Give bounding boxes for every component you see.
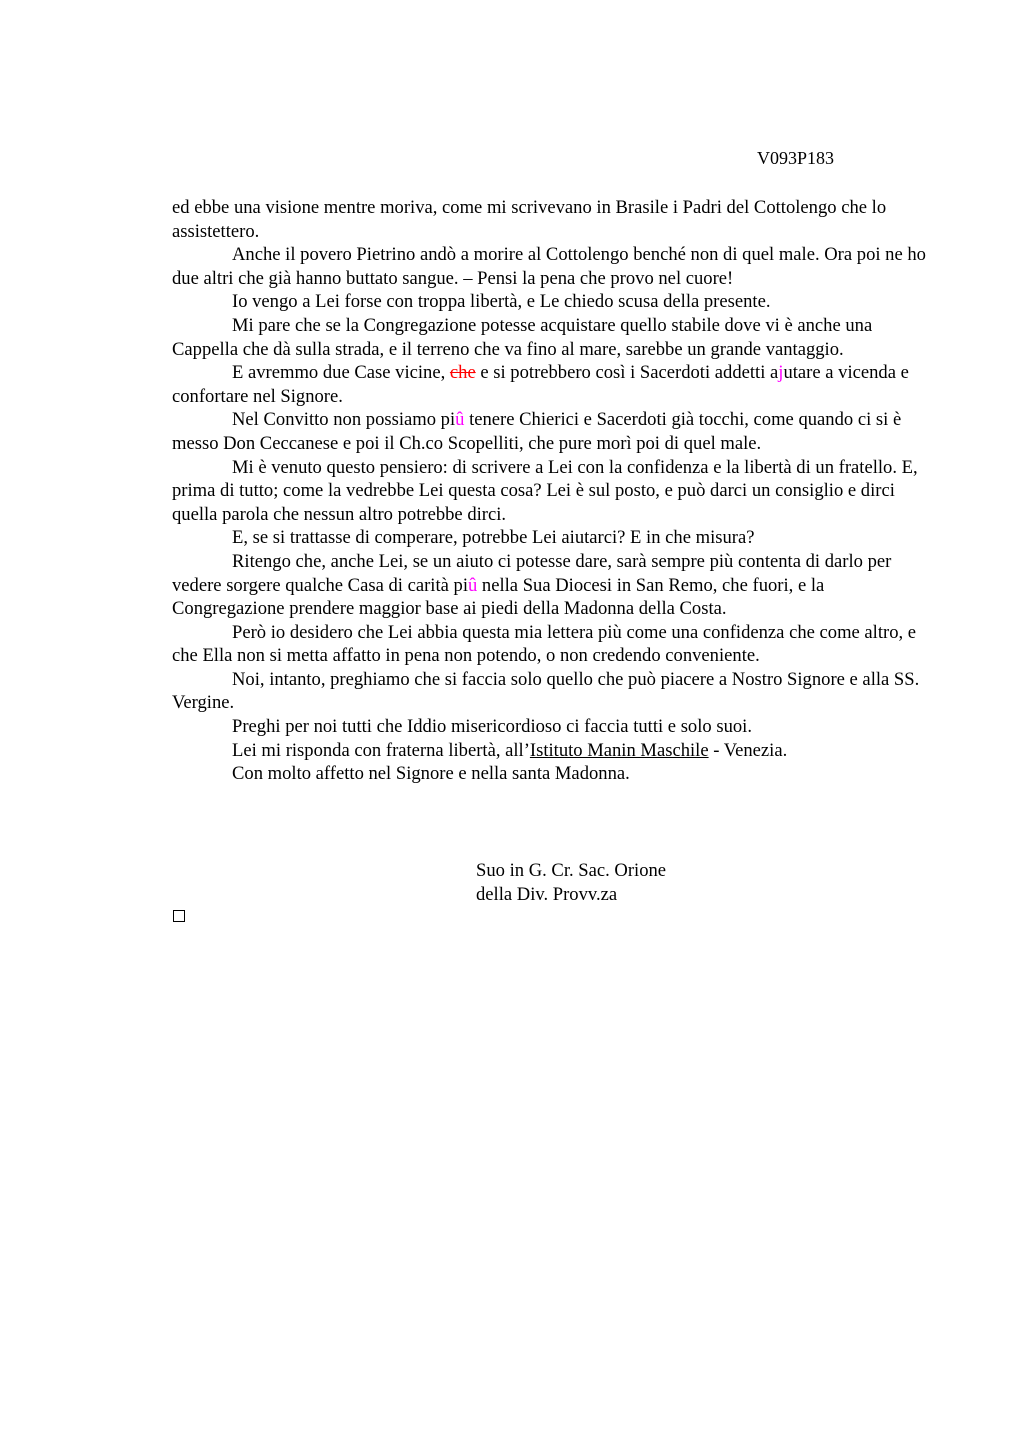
paragraph-12: Preghi per noi tutti che Iddio misericordioso ci faccia tutti e solo suoi. — [232, 716, 752, 738]
text-segment: - Venezia. — [708, 739, 788, 761]
paragraph-5 — [172, 361, 930, 408]
paragraph-6 — [172, 408, 930, 455]
underlined-address: Istituto Manin Maschile — [529, 739, 709, 761]
paragraph-8: E, se si trattasse di comperare, potrebbe Lei aiutarci? E in che misura? — [232, 527, 755, 549]
paragraph-14: Con molto affetto nel Signore e nella santa Madonna. — [232, 763, 630, 785]
signature-line-1: Suo in G. Cr. Sac. Orione — [476, 860, 667, 881]
paragraph-11: Noi, intanto, preghiamo che si faccia solo quello che può piacere a Nostro Signore e alla SS. Vergine. — [172, 668, 920, 714]
signature-block — [476, 859, 666, 906]
signature-line-2: della Div. Provv.za — [476, 883, 618, 905]
text-segment: Ritengo che, anche Lei, se un aiuto ci potesse dare, sarà sempre più contenta di darlo per vedere sorgere qualche Casa di carità pi — [172, 550, 892, 596]
text-segment: nella Sua Diocesi in San Remo, che fuori, e la Congregazione prendere maggior base ai piedi della Madonna della Costa. — [172, 574, 825, 620]
inserted-letter: û — [467, 574, 478, 596]
paragraph-7: Mi è venuto questo pensiero: di scrivere a Lei con la confidenza e la libertà di un fratello. E, prima di tutto; come la vedrebbe Lei questa cosa? Lei è sul posto, e può darci un consiglio e dirci quella parola che nessun altro potrebbe dirci. — [172, 456, 918, 525]
deleted-word: che — [449, 362, 476, 384]
text-segment: E avremmo due Case vicine, — [232, 362, 450, 384]
paragraph-4: Mi pare che se la Congregazione potesse acquistare quello stabile dove vi è anche una Cappella che dà sulla strada, e il terreno che va fino al mare, sarebbe un grande vantaggio. — [172, 314, 873, 360]
paragraph-13 — [172, 739, 930, 763]
inserted-letter: j — [778, 362, 784, 384]
text-segment: Nel Convitto non possiamo pi — [232, 409, 456, 431]
page-id: V093P183 — [757, 148, 835, 168]
paragraph-10: Però io desidero che Lei abbia questa mia lettera più come una confidenza che come altro, e che Ella non si metta affatto in pena non potendo, o non credendo conveniente. — [172, 621, 917, 667]
text-segment: e si potrebbero così i Sacerdoti addetti a — [475, 362, 779, 384]
paragraph-1: ed ebbe una visione mentre moriva, come mi scrivevano in Brasile i Padri del Cottolengo che lo assistettero. — [172, 197, 887, 242]
paragraph-9 — [172, 550, 930, 621]
empty-box-icon — [173, 910, 185, 922]
inserted-letter: û — [455, 409, 465, 431]
paragraph-2: Anche il povero Pietrino andò a morire al Cottolengo benché non di quel male. Ora poi ne ho due altri che già hanno buttato sangue. – Pensi la pena che provo nel cuore! — [172, 244, 926, 289]
letter-body — [172, 196, 930, 786]
text-segment: Lei mi risponda con fraterna libertà, all’ — [232, 739, 530, 761]
text-segment: utare a vicenda e confortare nel Signore. — [172, 362, 909, 407]
paragraph-3: Io vengo a Lei forse con troppa libertà, e Le chiedo scusa della presente. — [232, 291, 771, 313]
text-segment: tenere Chierici e Sacerdoti già tocchi, come quando ci si è messo Don Ceccanese e poi il Ch.co Scopelliti, che pure morì poi di quel male. — [172, 409, 902, 454]
